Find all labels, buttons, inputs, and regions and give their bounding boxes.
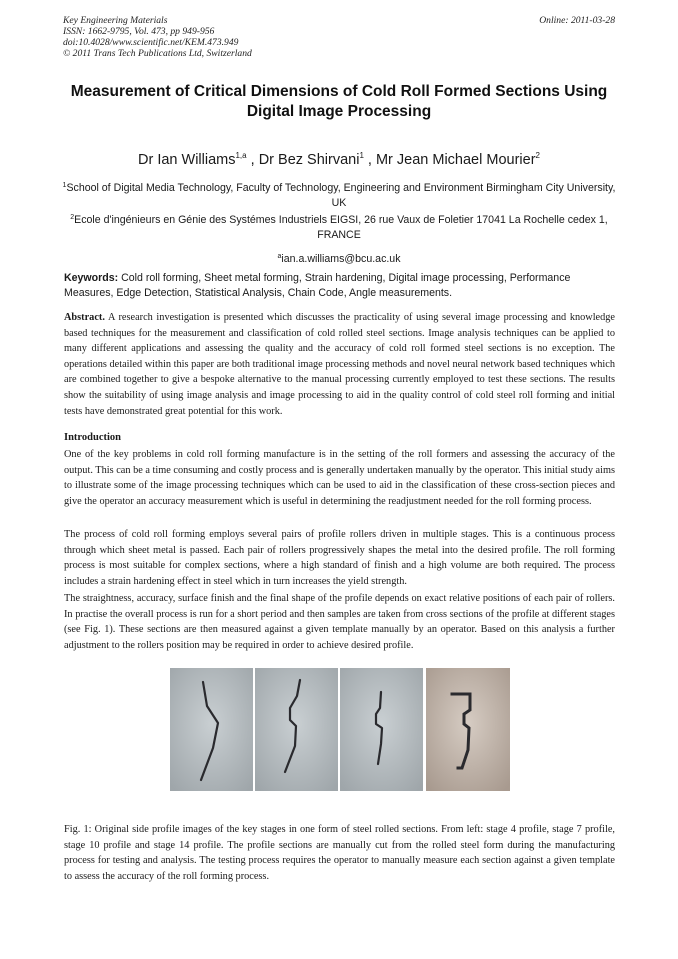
abstract-text: A research investigation is presented which discusses the practicality of using several image processing and knowledge based techniques for the measurement and classification of cold rolled steel sections. Image analysis techniques can be applied to many different applications and assessing the quality and the accuracy of cold roll formed steel sections is no exception. The operations detailed within this paper are both traditional image processing methods and novel neural network based techniques which are combined together to give a bespoke alternative to the manual processing currently employed to test these sections. The results show the suitability of using image analysis and image processing to aid in the quality control of cold steel roll forming and initial tests have demonstrated great potential for this work. [64,312,615,417]
affiliation-text: Ecole d'ingénieurs en Génie des Systémes Industriels EIGSI, 26 rue Vaux de Foletier 17041 La Rochelle cedex 1, FRANCE [74,214,608,241]
stage-7-profile-image [255,668,338,791]
email-superscript: a [277,253,282,260]
author-name: , Dr Bez Shirvani [246,152,360,168]
journal-name: Key Engineering Materials [63,15,168,26]
affiliation-1 [60,178,618,211]
keywords-label: Keywords: [64,272,119,284]
affiliation-superscript: 2 [70,214,75,221]
author-superscript: 2 [535,151,540,160]
stage-14-profile-image [426,668,509,791]
stage-4-profile-image [170,668,253,791]
figure-1-caption: Fig. 1: Original side profile images of the key stages in one form of steel rolled sections. From left: stage 4 profile, stage 7 profile, stage 10 profile and stage 14 profile. The profile sections are manually cut from the rolled steel form during the manufacturing process for testing and analysis. The testing process requires the operator to manually measure each section against a given template to assess the accuracy of the roll forming process. [64,824,615,882]
contact-email [60,250,618,266]
affiliation-2 [60,210,618,243]
journal-header [63,15,615,59]
online-date: Online: 2011-03-28 [539,15,615,26]
email-address[interactable]: ian.a.williams@bcu.ac.uk [281,253,401,265]
affiliation-superscript: 1 [62,182,67,189]
figure-1 [170,668,510,791]
intro-paragraph-1: One of the key problems in cold roll forming manufacture is in the setting of the roll formers and assessing the accuracy of the output. This can be a time consuming and costly process and is generally undertaken manually by the operator. This initial study aims to illustrate some of the image processing techniques which can be used to aid in the classification of these cross-section pieces and give the operator an accuracy measurement which is useful in determining the readjustment needed for the roll forming process. [64,449,615,507]
doi-line: doi:10.4028/www.scientific.net/KEM.473.949 [63,37,239,48]
stage-10-profile-image [340,668,423,791]
keywords-text: Cold roll forming, Sheet metal forming, Strain hardening, Digital image processing, Performance Measures, Edge Detection, Statistical Analysis, Chain Code, Angle measurements. [64,272,571,299]
author-superscript: 1 [359,151,364,160]
issn-line: ISSN: 1662-9795, Vol. 473, pp 949-956 [63,26,215,37]
introduction-heading: Introduction [64,432,121,443]
intro-paragraph-2: The process of cold roll forming employs several pairs of profile rollers driven in multiple stages. This is a continuous process through which sheet metal is passed. Each pair of rollers progressively shapes the metal into the desired profile. The roll forming process is most suitable for complex sections, where a high standard of finish and a high volume are both required. The process includes a strain hardening effect in steel which in turn increases the yield strength. [64,529,615,587]
affiliation-text: School of Digital Media Technology, Faculty of Technology, Engineering and Environment Birmingham City University, UK [66,182,616,209]
author-superscript: 1,a [235,151,247,160]
author-list [40,147,638,169]
abstract [64,310,615,419]
copyright-line: © 2011 Trans Tech Publications Ltd, Switzerland [63,48,252,59]
intro-paragraph-3: The straightness, accuracy, surface finish and the final shape of the profile depends on exact relative positions of each pair of rollers. In practise the overall process is run for a short period and then samples are taken from cross sections of the profile at different stages (see Fig. 1). These sections are then measured against a given template manually by an operator. Based on this analysis a further adjustment to the rollers position may be required in order to achieve desired profile. [64,593,615,651]
author-name: Dr Ian Williams [138,152,236,168]
abstract-label: Abstract. [64,312,105,323]
paper-title: Measurement of Critical Dimensions of Cold Roll Formed Sections Using Digital Image Processing [70,83,608,120]
keywords-block [64,271,615,301]
author-name: , Mr Jean Michael Mourier [363,152,536,168]
